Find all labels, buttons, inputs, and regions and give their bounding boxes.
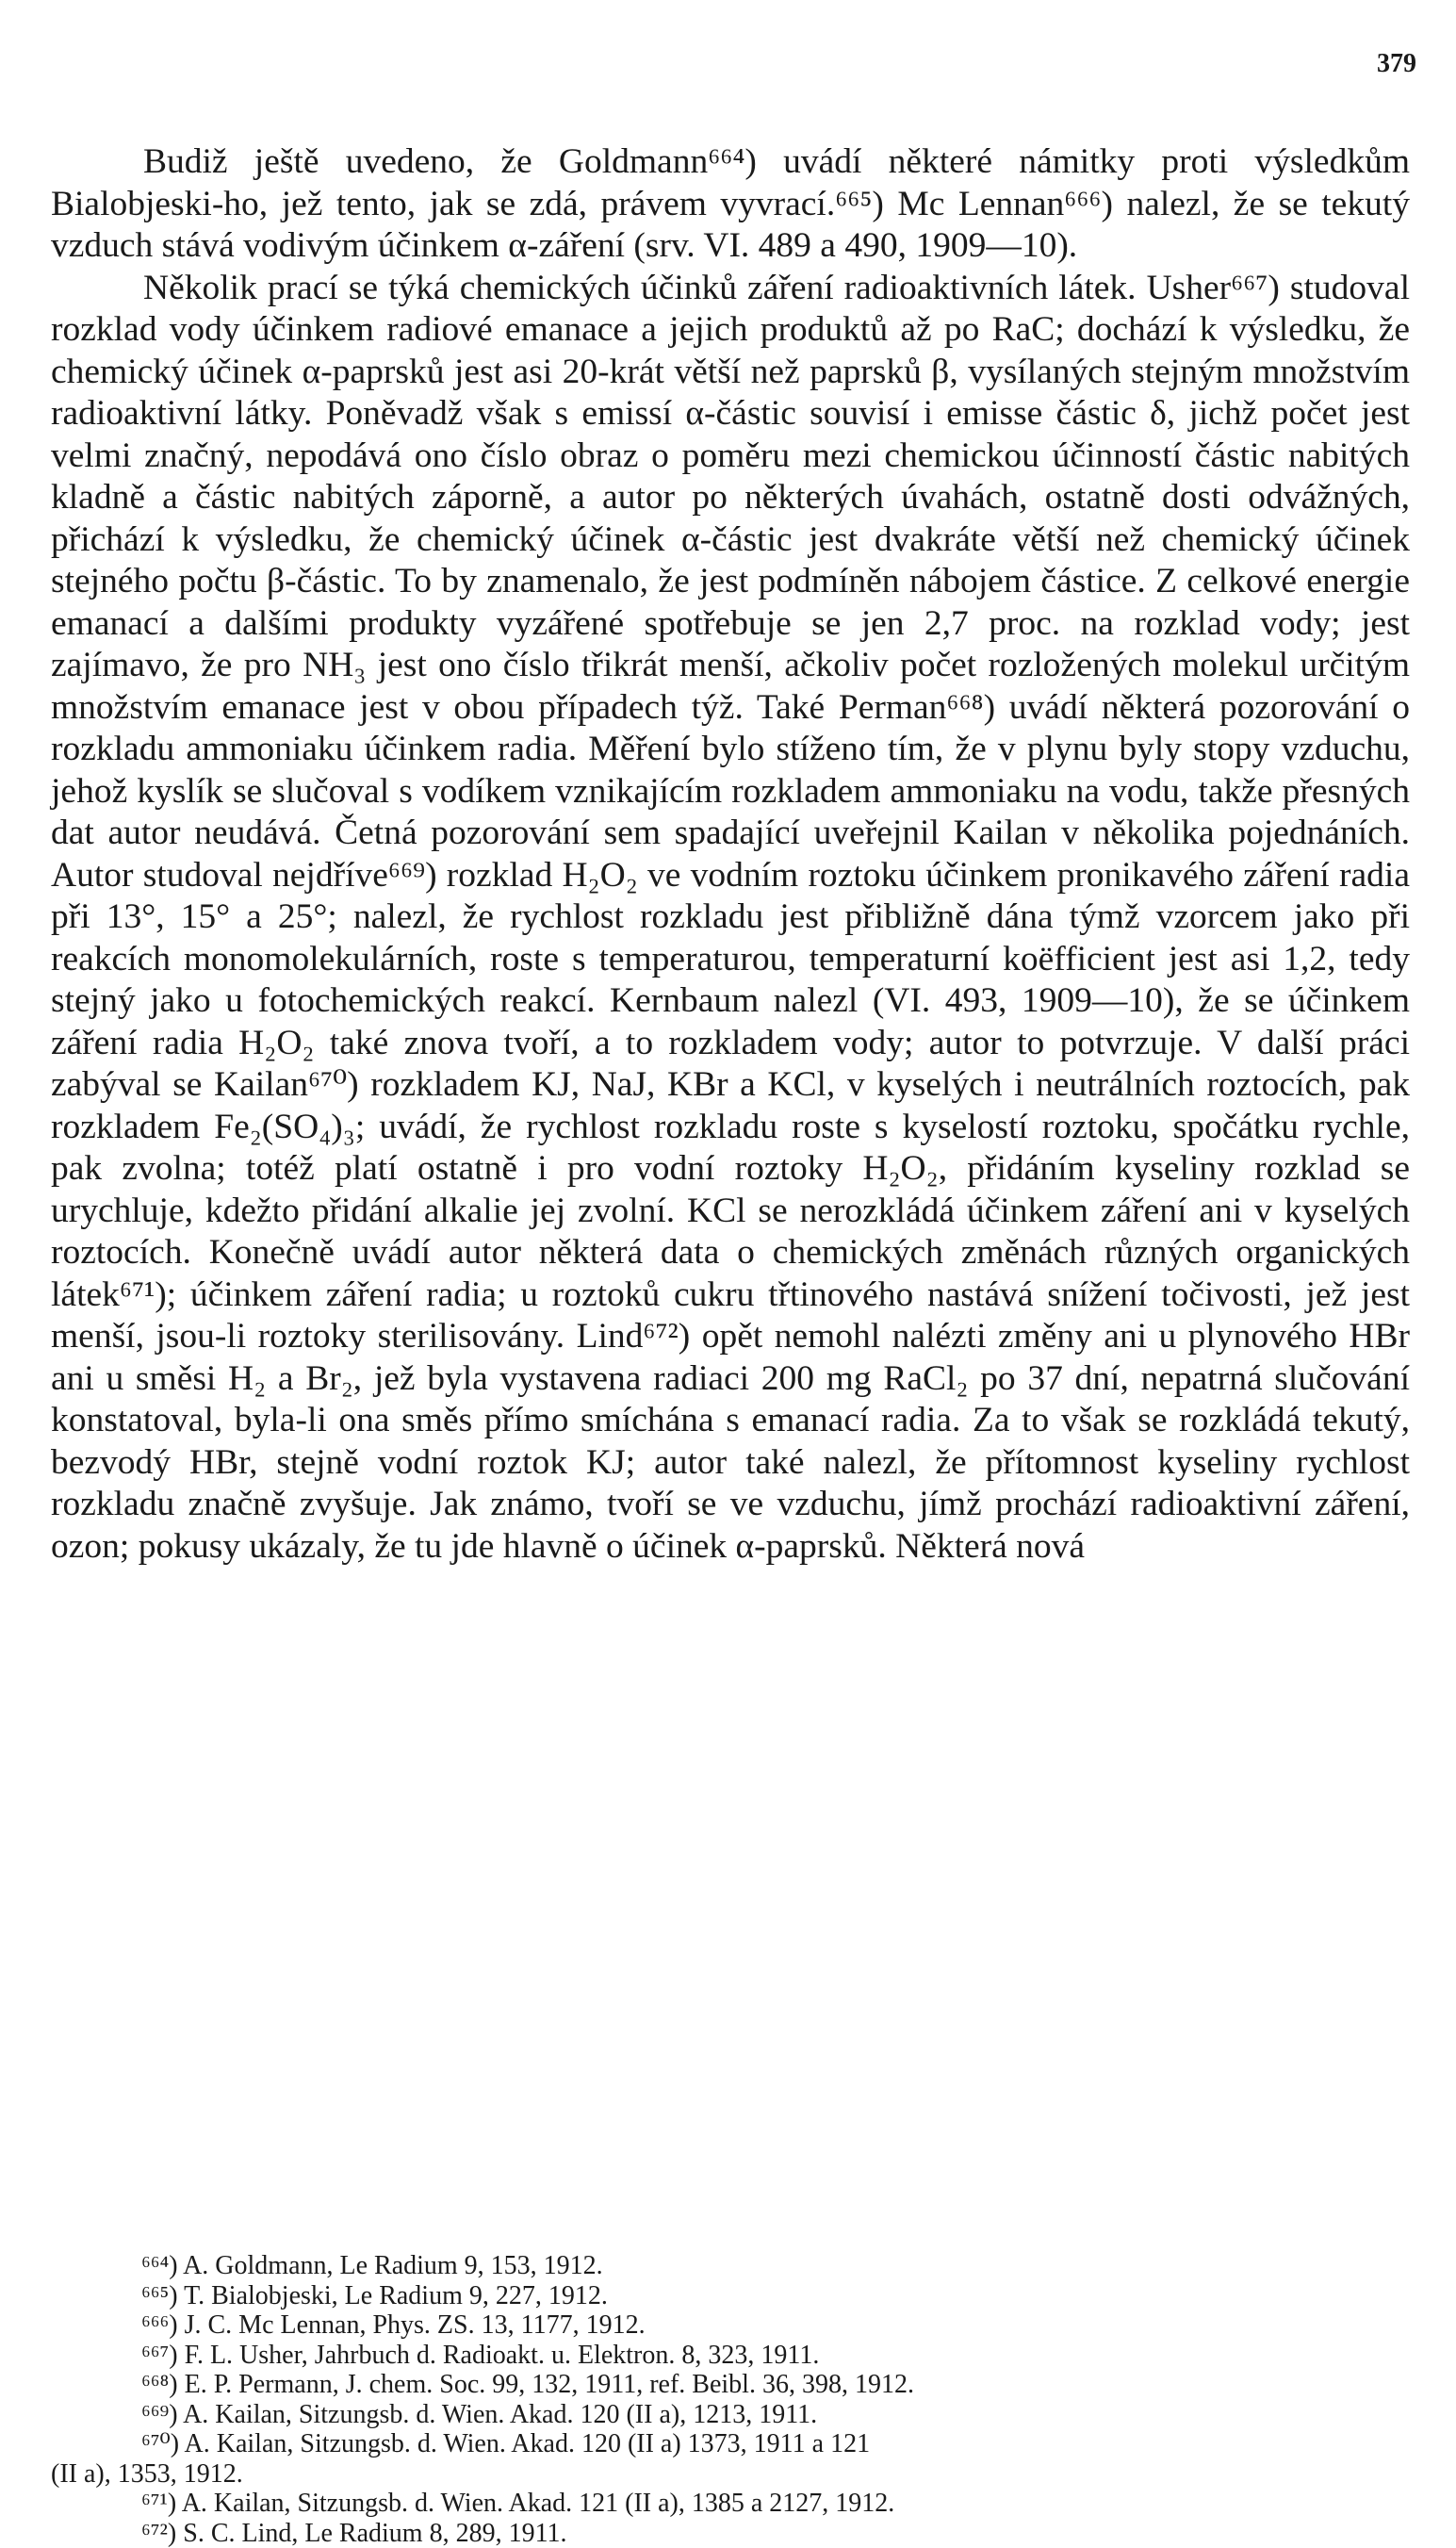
footnote: ⁶⁶⁷) F. L. Usher, Jahrbuch d. Radioakt. u. Elektron. 8, 323, 1911. xyxy=(51,2341,1410,2371)
footnote: ⁶⁷¹) A. Kailan, Sitzungsb. d. Wien. Akad. 121 (II a), 1385 a 2127, 1912. xyxy=(51,2489,1410,2519)
paragraph: Budiž ještě uvedeno, že Goldmann⁶⁶⁴) uvádí některé námitky proti výsledkům Bialobjeski-ho, jež tento, jak se zdá, právem vyvrací.⁶⁶⁵) Mc Lennan⁶⁶⁶) nalezl, že se tekutý vzduch stává vodivým účinkem α-záření (srv. VI. 489 a 490, 1909—10). xyxy=(51,141,1410,268)
page-number: 379 xyxy=(1377,49,1416,79)
footnote: ⁶⁷⁰) A. Kailan, Sitzungsb. d. Wien. Akad. 120 (II a) 1373, 1911 a 121 xyxy=(51,2429,1410,2459)
footnote: ⁶⁶⁹) A. Kailan, Sitzungsb. d. Wien. Akad. 120 (II a), 1213, 1911. xyxy=(51,2400,1410,2430)
footnote: ⁶⁶⁸) E. P. Permann, J. chem. Soc. 99, 132, 1911, ref. Beibl. 36, 398, 1912. xyxy=(51,2370,1410,2400)
footnote-continuation: (II a), 1353, 1912. xyxy=(51,2459,1410,2490)
body-text xyxy=(51,141,1410,1568)
footnotes xyxy=(51,2251,1410,2548)
footnote: ⁶⁷²) S. C. Lind, Le Radium 8, 289, 1911. xyxy=(51,2519,1410,2548)
footnote: ⁶⁶⁴) A. Goldmann, Le Radium 9, 153, 1912. xyxy=(51,2251,1410,2281)
footnote: ⁶⁶⁶) J. C. Mc Lennan, Phys. ZS. 13, 1177, 1912. xyxy=(51,2310,1410,2341)
paragraph: Několik prací se týká chemických účinků záření radioaktivních látek. Usher⁶⁶⁷) studoval rozklad vody účinkem radiové emanace a jejich produktů až po RaC; dochází k výsledku, že chemický účinek α-paprsků jest asi 20-krát větší než paprsků β, vysílaných stejným množstvím radioaktivní látky. Poněvadž však s emissí α-částic souvisí i emisse částic δ, jichž počet jest velmi značný, nepodává ono číslo obraz o poměru mezi chemickou účinností částic nabitých kladně a částic nabitých záporně, a autor po některých úvahách, ostatně dosti odvážných, přichází k výsledku, že chemický účinek α-částic jest dvakráte větší než chemický účinek stejného počtu β-částic. To by znamenalo, že jest podmíněn nábojem částice. Z celkové energie emanací a dalšími produkty vyzářené spotřebuje se jen 2,7 proc. na rozklad vody; jest zajímavo, že pro NH₃ jest ono číslo třikrát menší, ačkoliv počet rozložených molekul určitým množstvím emanace jest v obou případech týž. Také Perman⁶⁶⁸) uvádí některá pozorování o rozkladu ammoniaku účinkem radia. Měření bylo stíženo tím, že v plynu byly stopy vzduchu, jehož kyslík se slučoval s vodíkem vznikajícím rozkladem ammoniaku na vodu, takže přesných dat autor neudává. Četná pozorování sem spadající uveřejnil Kailan v několika pojednáních. Autor studoval nejdříve⁶⁶⁹) rozklad H₂O₂ ve vodním roztoku účinkem pronikavého záření radia při 13°, 15° a 25°; nalezl, že rychlost rozkladu jest přibližně dána týmž vzorcem jako při reakcích monomolekulárních, roste s temperaturou, temperaturní koëfficient jest asi 1,2, tedy stejný jako u fotochemických reakcí. Kernbaum nalezl (VI. 493, 1909—10), že se účinkem záření radia H₂O₂ také znova tvoří, a to rozkladem vody; autor to potvrzuje. V další práci zabýval se Kailan⁶⁷⁰) rozkladem KJ, NaJ, KBr a KCl, v kyselých i neutrálních roztocích, pak rozkladem Fe₂(SO₄)₃; uvádí, že rychlost rozkladu roste s kyselostí roztoku, spočátku rychle, pak zvolna; totéž platí ostatně i pro vodní roztoky H₂O₂, přidáním kyseliny rozklad se urychluje, kdežto přidání alkalie jej zvolní. KCl se nerozkládá účinkem záření ani v kyselých roztocích. Konečně uvádí autor některá data o chemických změnách různých organických látek⁶⁷¹); účinkem záření radia; u roztoků cukru třtinového nastává snížení točivosti, jež jest menší, jsou-li roztoky sterilisovány. Lind⁶⁷²) opět nemohl nalézti změny ani u plynového HBr ani u směsi H₂ a Br₂, jež byla vystavena radiaci 200 mg RaCl₂ po 37 dní, nepatrná slučování konstatoval, byla-li ona směs přímo smíchána s emanací radia. Za to však se rozkládá tekutý, bezvodý HBr, stejně vodní roztok KJ; autor také nalezl, že přítomnost kyseliny rychlost rozkladu značně zvyšuje. Jak známo, tvoří se ve vzduchu, jímž prochází radioaktivní záření, ozon; pokusy ukázaly, že tu jde hlavně o účinek α-paprsků. Některá nová xyxy=(51,268,1410,1569)
footnote: ⁶⁶⁵) T. Bialobjeski, Le Radium 9, 227, 1912. xyxy=(51,2281,1410,2311)
